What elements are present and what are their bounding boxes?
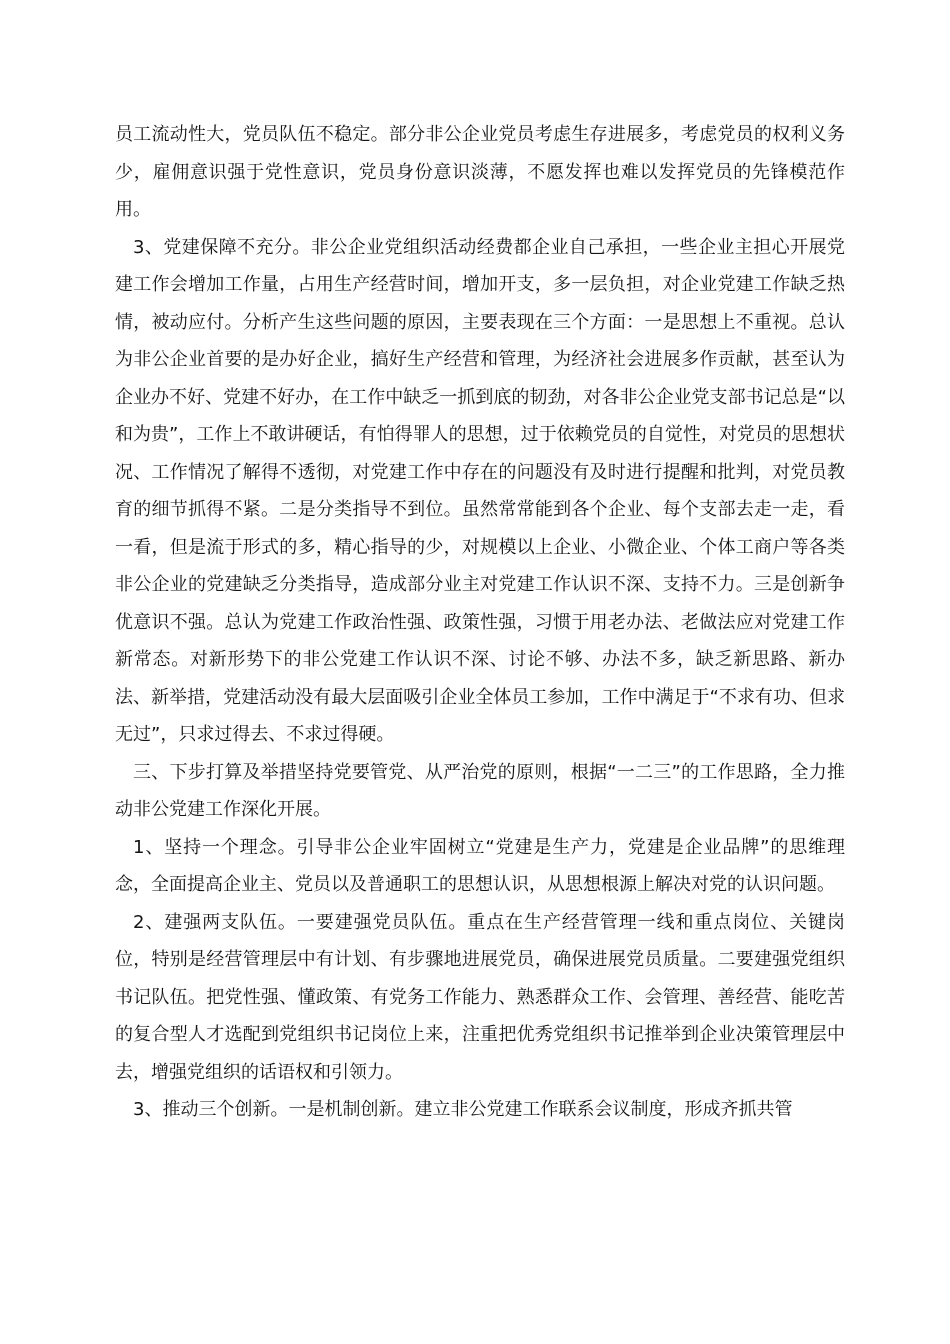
document-body xyxy=(115,116,845,1129)
paragraph-next-steps: 三、下步打算及举措坚持党要管党、从严治党的原则，根据“一二三”的工作思路，全力推动非公党建工作深化开展。 xyxy=(115,761,845,820)
paragraph-party-building-guarantee: 3、党建保障不充分。非公企业党组织活动经费都企业自己承担，一些企业主担心开展党建工作会增加工作量，占用生产经营时间，增加开支，多一层负担，对企业党建工作缺乏热情，被动应付。分析产生这些问题的原因，主要表现在三个方面：一是思想上不重视。总认为非公企业首要的是办好企业，搞好生产经营和管理，为经济社会进展多作贡献，甚至认为企业办不好、党建不好办，在工作中缺乏一抓到底的韧劲，对各非公企业党支部书记总是“以和为贵”，工作上不敢讲硬话，有怕得罪人的思想，过于依赖党员的自觉性，对党员的思想状况、工作情况了解得不透彻，对党建工作中存在的问题没有及时进行提醒和批判，对党员教育的细节抓得不紧。二是分类指导不到位。虽然常常能到各个企业、每个支部去走一走，看一看，但是流于形式的多，精心指导的少，对规模以上企业、小微企业、个体工商户等各类非公企业的党建缺乏分类指导，造成部分业主对党建工作认识不深、支持不力。三是创新争优意识不强。总认为党建工作政治性强、政策性强，习惯于用老办法、老做法应对党建工作新常态。对新形势下的非公党建工作认识不深、讨论不够、办法不多，缺乏新思路、新办法、新举措，党建活动没有最大层面吸引企业全体员工参加，工作中满足于“不求有功、但求无过”，只求过得去、不求过得硬。 xyxy=(115,236,845,745)
paragraph-one-concept: 1、坚持一个理念。引导非公企业牢固树立“党建是生产力，党建是企业品牌”的思维理念，全面提高企业主、党员以及普通职工的思想认识，从思想根源上解决对党的认识问题。 xyxy=(115,836,845,895)
paragraph-continuation: 员工流动性大，党员队伍不稳定。部分非公企业党员考虑生存进展多，考虑党员的权利义务少，雇佣意识强于党性意识，党员身份意识淡薄，不愿发挥也难以发挥党员的先锋模范作用。 xyxy=(115,124,845,220)
paragraph-two-teams: 2、建强两支队伍。一要建强党员队伍。重点在生产经营管理一线和重点岗位、关键岗位，特别是经营管理层中有计划、有步骤地进展党员，确保进展党员质量。二要建强党组织书记队伍。把党性强、懂政策、有党务工作能力、熟悉群众工作、会管理、善经营、能吃苦的复合型人才选配到党组织书记岗位上来，注重把优秀党组织书记推举到企业决策管理层中去，增强党组织的话语权和引领力。 xyxy=(115,911,845,1083)
paragraph-three-innovations: 3、推动三个创新。一是机制创新。建立非公党建工作联系会议制度，形成齐抓共管 xyxy=(133,1099,793,1120)
